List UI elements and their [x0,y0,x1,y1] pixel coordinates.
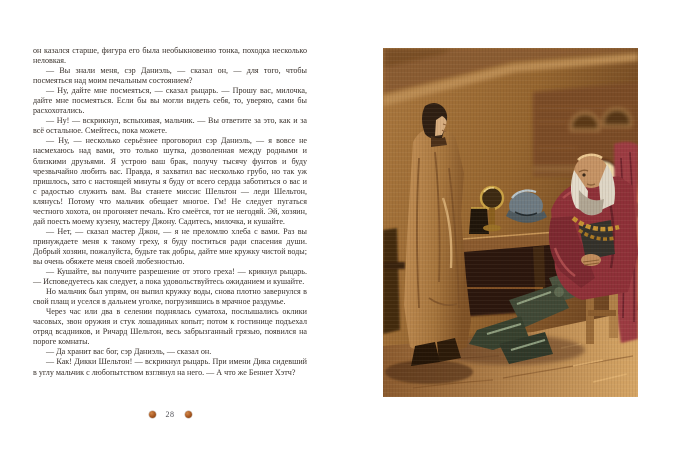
paragraph: — Ну, дайте мне посмеяться, — сказал рыцарь. — Прошу вас, милочка, дайте мне посмеяться. Если бы вы могли видеть себя, то, уверяю, сами бы расхохотались. [33,86,307,116]
paragraph: — Кушайте, вы получите разрешение от этого греха! — крикнул рыцарь. — Исповедуетесь как следует, а пока удовольствуйтесь ожиданием и кушайте. [33,267,307,287]
paragraph: Через час или два в селении поднялась суматоха, послышались оклики часовых, звон оружия и стук лошадиных копыт; потом к гостинице подъехал отряд всадников, и Ричард Шельтон, весь забрызганный грязью, появился на пороге комнаты. [33,307,307,347]
page-footer [33,407,307,421]
paragraph: — Нет, — сказал мастер Джон, — я не преломлю хлеба с вами. Раз вы принуждаете меня к такому греху, я буду поститься ради спасения души. Добрый хозяин, пожалуйста, будьте так добры, дайте мне кружку чистой воды; вы очень обяжете меня своей любезностью. [33,226,307,266]
body-text [33,46,307,378]
ornament-dot-icon [185,411,192,418]
paragraph: — Ну! — вскрикнул, вспыхивая, мальчик. — Вы ответите за это, как и за всё остальное. Смейтесь, пока можете. [33,116,307,136]
page-number: 28 [165,409,175,419]
right-page [383,48,638,397]
paragraph: — Ну, — несколько серьёзнее проговорил сэр Даниэль, — я вовсе не насмехаюсь над вами, это только шутка, дозволенная между родными и близкими друзьями. Я устрою ваш брак, получу тысячу фунтов и буду чрезвычайно любить вас. Правда, я захватил вас несколько грубо, но так уж пришлось, зато с настоящей минуты я буду от всего сердца заботиться о вас и с радостью служить вам. Вы станете миссис Шельтон — леди Шельтон, клянусь! Потому что мальчик обещает многое. Гм! Не следует пугаться честного хохота, он прогоняет печаль. Кто смеётся, тот не негодяй. Эй, хозяин, дай поесть моему кузену, мастеру Джону. Садитесь, милочка, и кушайте. [33,136,307,226]
book-illustration [383,48,638,397]
ornament-dot-icon [149,411,156,418]
paragraph: — Да хранит вас бог, сэр Даниэль, — сказал он. [46,347,212,357]
paragraph: — Как! Дикки Шельтон! — вскрикнул рыцарь. При имени Дика сидевший в углу мальчик с любопытством взглянул на него. — А что же Беннет Хэтч? [33,357,307,377]
paragraph: Но мальчик был упрям, он выпил кружку воды, снова плотно завернулся в свой плащ и уселся в дальнем уголке, погрузившись в мрачное раздумье. [33,287,307,307]
paragraph: — Вы знали меня, сэр Даниэль, — сказал он, — для того, чтобы посмеяться над моим печальным состоянием? [33,66,307,86]
paragraph: он казался старше, фигура его была необыкновенно тонка, походка несколько неловкая. [33,46,307,66]
